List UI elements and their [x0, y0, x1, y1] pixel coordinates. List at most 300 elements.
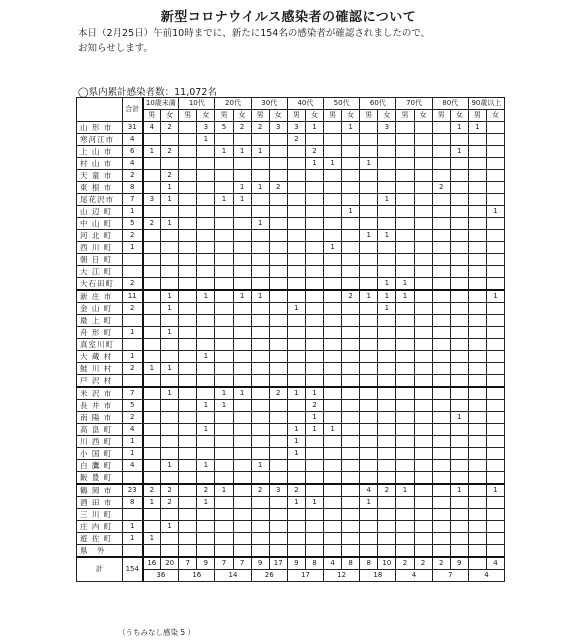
count-cell: 1	[305, 158, 323, 170]
count-cell	[414, 206, 432, 218]
count-cell: 1	[324, 424, 342, 436]
count-cell	[287, 363, 305, 375]
municipality-name: 東 根 市	[77, 182, 123, 194]
count-cell	[450, 303, 468, 315]
count-cell	[414, 424, 432, 436]
table-row	[77, 206, 505, 218]
header-age-group: 10代	[179, 98, 215, 110]
count-cell	[378, 436, 396, 448]
count-cell	[360, 278, 378, 291]
count-cell	[305, 521, 323, 533]
count-cell	[233, 170, 251, 182]
count-cell: 1	[251, 460, 269, 472]
header-total: 合計	[123, 98, 143, 122]
count-cell	[143, 400, 161, 412]
count-cell	[396, 448, 414, 460]
count-cell	[486, 303, 504, 315]
municipality-name: 鮭 川 村	[77, 363, 123, 375]
count-cell	[396, 460, 414, 472]
count-cell	[215, 290, 233, 303]
header-female: 女	[378, 110, 396, 122]
count-cell	[324, 122, 342, 134]
count-cell	[179, 375, 197, 388]
count-cell	[414, 146, 432, 158]
count-cell	[324, 254, 342, 266]
municipality-name: 金 山 町	[77, 303, 123, 315]
count-cell	[161, 400, 179, 412]
count-cell	[414, 497, 432, 509]
header-age-group: 40代	[287, 98, 323, 110]
count-cell	[486, 424, 504, 436]
count-cell	[305, 170, 323, 182]
count-cell	[432, 242, 450, 254]
count-cell	[305, 484, 323, 497]
count-cell: 1	[161, 460, 179, 472]
count-cell: 1	[233, 290, 251, 303]
header-female: 女	[269, 110, 287, 122]
count-cell	[324, 327, 342, 339]
row-total-cell: 5	[123, 400, 143, 412]
count-cell	[269, 146, 287, 158]
count-cell	[378, 182, 396, 194]
count-cell	[179, 387, 197, 400]
count-cell	[432, 472, 450, 485]
count-cell	[305, 290, 323, 303]
row-total-cell	[123, 315, 143, 327]
row-total-cell	[123, 266, 143, 278]
count-cell	[233, 218, 251, 230]
count-cell	[233, 436, 251, 448]
count-cell	[233, 327, 251, 339]
count-cell	[486, 351, 504, 363]
row-total-cell: 1	[123, 448, 143, 460]
table-row	[77, 327, 505, 339]
municipality-name: 山 辺 町	[77, 206, 123, 218]
count-cell	[450, 218, 468, 230]
count-cell	[143, 170, 161, 182]
count-cell	[179, 278, 197, 291]
count-cell	[197, 206, 215, 218]
table-row	[77, 170, 505, 182]
count-cell	[233, 254, 251, 266]
count-cell	[233, 266, 251, 278]
total-by-sex-cell: 9	[450, 557, 468, 570]
count-cell	[450, 158, 468, 170]
count-cell	[360, 363, 378, 375]
municipality-name: 最 上 町	[77, 315, 123, 327]
row-total-cell: 4	[123, 424, 143, 436]
count-cell	[432, 230, 450, 242]
count-cell: 1	[197, 400, 215, 412]
count-cell	[396, 242, 414, 254]
count-cell	[414, 351, 432, 363]
count-cell	[197, 387, 215, 400]
count-cell: 1	[324, 158, 342, 170]
count-cell: 4	[360, 484, 378, 497]
count-cell	[414, 375, 432, 388]
count-cell	[197, 545, 215, 558]
total-by-sex-cell: 7	[179, 557, 197, 570]
count-cell	[269, 375, 287, 388]
table-row	[77, 278, 505, 291]
count-cell	[342, 218, 360, 230]
count-cell	[324, 315, 342, 327]
count-cell	[179, 436, 197, 448]
municipality-name: 朝 日 町	[77, 254, 123, 266]
count-cell	[305, 278, 323, 291]
count-cell	[269, 170, 287, 182]
count-cell	[269, 472, 287, 485]
count-cell	[486, 170, 504, 182]
count-cell	[486, 194, 504, 206]
count-cell	[486, 533, 504, 545]
table-row	[77, 400, 505, 412]
count-cell	[486, 472, 504, 485]
table-row	[77, 484, 505, 497]
count-cell	[251, 303, 269, 315]
count-cell	[432, 339, 450, 351]
count-cell	[378, 339, 396, 351]
count-cell	[360, 521, 378, 533]
count-cell	[269, 206, 287, 218]
header-male: 男	[143, 110, 161, 122]
count-cell	[342, 327, 360, 339]
count-cell	[269, 266, 287, 278]
count-cell	[378, 521, 396, 533]
municipality-name: 大 江 町	[77, 266, 123, 278]
count-cell: 1	[251, 182, 269, 194]
count-cell	[197, 303, 215, 315]
count-cell	[287, 545, 305, 558]
count-cell	[197, 218, 215, 230]
count-cell	[305, 436, 323, 448]
count-cell	[486, 134, 504, 146]
count-cell	[324, 484, 342, 497]
count-cell: 1	[233, 194, 251, 206]
count-cell	[305, 230, 323, 242]
header-male: 男	[468, 110, 486, 122]
count-cell	[324, 460, 342, 472]
count-cell: 3	[143, 194, 161, 206]
count-cell: 1	[287, 497, 305, 509]
municipality-name: 三 川 町	[77, 509, 123, 521]
count-cell	[305, 472, 323, 485]
count-cell	[378, 509, 396, 521]
count-cell: 2	[269, 387, 287, 400]
total-by-sex-cell: 2	[432, 557, 450, 570]
count-cell	[450, 230, 468, 242]
count-cell	[432, 315, 450, 327]
count-cell	[396, 533, 414, 545]
count-cell	[143, 351, 161, 363]
municipality-name: 飯 豊 町	[77, 472, 123, 485]
count-cell	[450, 327, 468, 339]
count-cell	[468, 339, 486, 351]
count-cell	[251, 230, 269, 242]
count-cell	[396, 218, 414, 230]
count-cell	[396, 375, 414, 388]
count-cell	[324, 170, 342, 182]
count-cell	[342, 412, 360, 424]
count-cell	[450, 400, 468, 412]
count-cell	[486, 278, 504, 291]
count-cell	[486, 545, 504, 558]
count-cell	[432, 424, 450, 436]
total-by-sex-cell: 7	[215, 557, 233, 570]
count-cell	[215, 218, 233, 230]
count-cell	[450, 290, 468, 303]
count-cell: 1	[161, 194, 179, 206]
count-cell	[342, 545, 360, 558]
count-cell	[324, 521, 342, 533]
count-cell	[324, 412, 342, 424]
row-total-cell: 4	[123, 158, 143, 170]
count-cell	[450, 170, 468, 182]
count-cell	[450, 497, 468, 509]
count-cell	[414, 182, 432, 194]
row-total-cell	[123, 472, 143, 485]
count-cell	[468, 230, 486, 242]
count-cell	[342, 509, 360, 521]
municipality-name: 南 陽 市	[77, 412, 123, 424]
row-total-cell: 31	[123, 122, 143, 134]
count-cell	[143, 182, 161, 194]
count-cell	[432, 134, 450, 146]
count-cell	[143, 472, 161, 485]
count-cell: 1	[305, 497, 323, 509]
count-cell: 1	[486, 206, 504, 218]
count-cell	[305, 327, 323, 339]
table-row	[77, 509, 505, 521]
count-cell	[233, 363, 251, 375]
count-cell: 1	[450, 122, 468, 134]
count-cell	[251, 363, 269, 375]
count-cell	[143, 206, 161, 218]
count-cell	[432, 400, 450, 412]
count-cell	[324, 194, 342, 206]
row-total-cell: 2	[123, 170, 143, 182]
row-total-cell: 2	[123, 412, 143, 424]
count-cell	[251, 134, 269, 146]
count-cell	[468, 278, 486, 291]
count-cell	[233, 472, 251, 485]
count-cell	[233, 206, 251, 218]
count-cell	[378, 242, 396, 254]
table-row	[77, 230, 505, 242]
count-cell	[324, 303, 342, 315]
count-cell	[233, 424, 251, 436]
count-cell	[378, 424, 396, 436]
count-cell	[468, 484, 486, 497]
count-cell	[468, 363, 486, 375]
count-cell	[414, 158, 432, 170]
header-male: 男	[179, 110, 197, 122]
count-cell	[269, 254, 287, 266]
count-cell	[179, 254, 197, 266]
count-cell	[233, 375, 251, 388]
row-total-cell: 8	[123, 497, 143, 509]
count-cell	[396, 254, 414, 266]
total-by-sex-cell: 8	[342, 557, 360, 570]
count-cell	[305, 460, 323, 472]
count-cell	[197, 158, 215, 170]
count-cell	[360, 339, 378, 351]
count-cell	[450, 472, 468, 485]
count-cell	[269, 315, 287, 327]
count-cell	[432, 484, 450, 497]
count-cell	[143, 339, 161, 351]
count-cell	[269, 509, 287, 521]
count-cell	[179, 497, 197, 509]
count-cell	[269, 545, 287, 558]
count-cell	[414, 509, 432, 521]
total-by-sex-cell: 8	[360, 557, 378, 570]
header-male: 男	[251, 110, 269, 122]
count-cell	[197, 436, 215, 448]
count-cell	[287, 218, 305, 230]
count-cell	[287, 533, 305, 545]
count-cell	[233, 497, 251, 509]
count-cell	[396, 158, 414, 170]
count-cell	[432, 533, 450, 545]
count-cell	[486, 363, 504, 375]
intro-text	[64, 26, 534, 56]
count-cell	[432, 278, 450, 291]
count-cell	[287, 327, 305, 339]
count-cell	[396, 412, 414, 424]
count-cell	[414, 436, 432, 448]
count-cell	[468, 533, 486, 545]
count-cell	[360, 266, 378, 278]
count-cell	[143, 266, 161, 278]
count-cell	[378, 254, 396, 266]
count-cell	[287, 472, 305, 485]
count-cell	[251, 339, 269, 351]
count-cell: 2	[143, 484, 161, 497]
table-row	[77, 122, 505, 134]
count-cell: 1	[215, 484, 233, 497]
count-cell	[197, 533, 215, 545]
count-cell	[432, 460, 450, 472]
count-cell	[233, 533, 251, 545]
count-cell: 2	[251, 484, 269, 497]
count-cell	[324, 400, 342, 412]
count-cell	[396, 315, 414, 327]
count-cell	[161, 242, 179, 254]
count-cell	[143, 230, 161, 242]
count-cell	[342, 134, 360, 146]
header-age-group: 90歳以上	[468, 98, 504, 110]
count-cell: 1	[287, 436, 305, 448]
count-cell: 1	[197, 290, 215, 303]
municipality-name: 庄 内 町	[77, 521, 123, 533]
count-cell	[143, 448, 161, 460]
count-cell	[215, 170, 233, 182]
count-cell	[486, 387, 504, 400]
count-cell	[396, 509, 414, 521]
count-cell	[342, 266, 360, 278]
count-cell	[269, 400, 287, 412]
count-cell: 1	[161, 303, 179, 315]
header-row-age	[77, 98, 505, 110]
count-cell	[396, 182, 414, 194]
count-cell	[342, 460, 360, 472]
count-cell	[305, 254, 323, 266]
count-cell	[305, 194, 323, 206]
count-cell: 1	[197, 497, 215, 509]
count-cell	[486, 266, 504, 278]
count-cell	[287, 170, 305, 182]
count-cell	[432, 509, 450, 521]
count-cell	[179, 509, 197, 521]
count-cell	[269, 351, 287, 363]
municipality-name: 遊 佐 町	[77, 533, 123, 545]
count-cell	[342, 230, 360, 242]
count-cell: 2	[305, 146, 323, 158]
count-cell	[486, 218, 504, 230]
header-male: 男	[432, 110, 450, 122]
total-by-sex-cell: 9	[197, 557, 215, 570]
count-cell	[468, 424, 486, 436]
count-cell	[486, 509, 504, 521]
count-cell	[305, 182, 323, 194]
total-by-age-cell: 7	[432, 570, 468, 582]
count-cell	[468, 327, 486, 339]
count-cell	[468, 412, 486, 424]
count-cell	[269, 424, 287, 436]
count-cell	[161, 436, 179, 448]
count-cell	[251, 545, 269, 558]
count-cell	[269, 448, 287, 460]
count-cell	[233, 158, 251, 170]
total-by-age-cell: 4	[396, 570, 432, 582]
count-cell	[432, 122, 450, 134]
count-cell	[324, 134, 342, 146]
count-cell	[269, 158, 287, 170]
count-cell	[432, 387, 450, 400]
count-cell: 1	[342, 122, 360, 134]
count-cell	[269, 533, 287, 545]
count-cell	[251, 375, 269, 388]
count-cell	[179, 363, 197, 375]
count-cell	[342, 158, 360, 170]
count-cell	[161, 375, 179, 388]
count-cell	[342, 472, 360, 485]
table-row	[77, 146, 505, 158]
count-cell	[143, 134, 161, 146]
count-cell	[324, 509, 342, 521]
count-cell	[197, 254, 215, 266]
count-cell	[432, 218, 450, 230]
cases-table	[76, 97, 505, 582]
row-total-cell: 7	[123, 387, 143, 400]
count-cell	[414, 266, 432, 278]
count-cell	[324, 375, 342, 388]
count-cell	[161, 158, 179, 170]
table-row	[77, 194, 505, 206]
count-cell	[486, 497, 504, 509]
count-cell	[305, 509, 323, 521]
count-cell	[432, 327, 450, 339]
count-cell: 2	[161, 484, 179, 497]
count-cell: 2	[233, 122, 251, 134]
count-cell	[414, 242, 432, 254]
count-cell	[215, 134, 233, 146]
count-cell	[486, 448, 504, 460]
total-by-sex-cell: 4	[486, 557, 504, 570]
count-cell	[396, 327, 414, 339]
count-cell	[233, 400, 251, 412]
